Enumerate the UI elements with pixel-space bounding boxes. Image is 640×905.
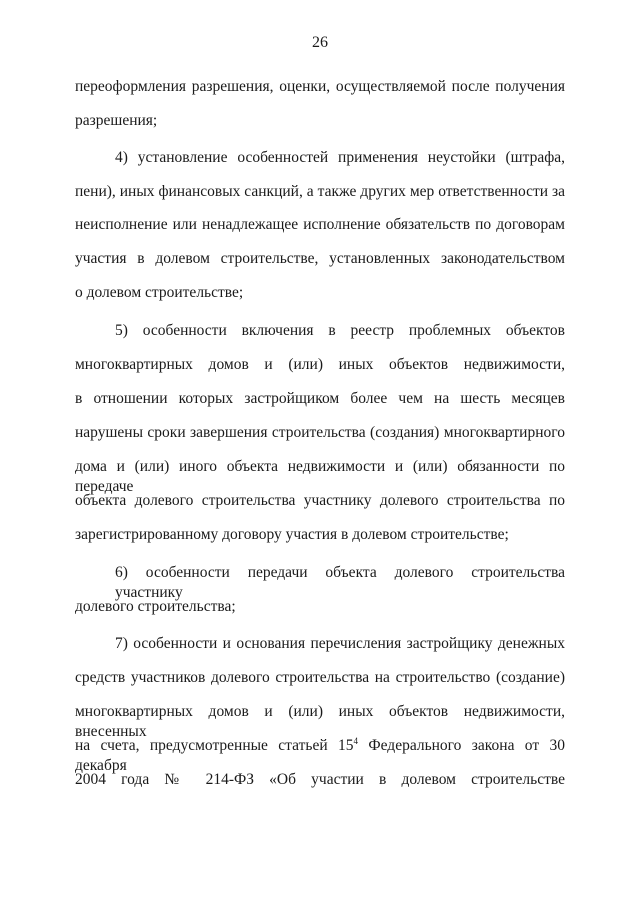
text-line: участия в долевом строительстве, установленных законодательством xyxy=(75,250,565,267)
text-line: дома и (или) иного объекта недвижимости и (или) обязанности по передаче xyxy=(75,458,565,495)
text-line: долевого строительства; xyxy=(75,598,236,615)
text-line: 4) установление особенностей применения неустойки (штрафа, xyxy=(115,149,565,166)
text-line: зарегистрированному договору участия в долевом строительстве; xyxy=(75,526,509,543)
text-line: объекта долевого строительства участнику долевого строительства по xyxy=(75,492,565,509)
page-number: 26 xyxy=(312,34,328,51)
text-line: пени), иных финансовых санкций, а также других мер ответственности за xyxy=(75,183,565,200)
text-line: 6) особенности передачи объекта долевого строительства участнику xyxy=(115,564,565,601)
text-line xyxy=(75,736,565,774)
text-line: средств участников долевого строительства на строительство (создание) xyxy=(75,669,565,686)
text-line: в отношении которых застройщиком более чем на шесть месяцев xyxy=(75,390,565,407)
text-line: 7) особенности и основания перечисления застройщику денежных xyxy=(115,635,565,652)
text-line: о долевом строительстве; xyxy=(75,284,244,301)
superscript: 4 xyxy=(353,736,359,746)
text-line: многоквартирных домов и (или) иных объектов недвижимости, xyxy=(75,356,565,373)
text-line: 2004 года № 214-ФЗ «Об участии в долевом строительстве xyxy=(75,771,565,788)
text-line: 5) особенности включения в реестр проблемных объектов xyxy=(115,322,565,339)
text-line: неисполнение или ненадлежащее исполнение обязательств по договорам xyxy=(75,216,565,233)
text-line: переоформления разрешения, оценки, осуществляемой после получения xyxy=(75,78,565,95)
text-fragment: Федерального закона от 30 декабря xyxy=(75,737,565,774)
text-fragment: на счета, предусмотренные статьей 15 xyxy=(75,737,354,754)
text-line: разрешения; xyxy=(75,112,158,129)
text-line: нарушены сроки завершения строительства (создания) многоквартирного xyxy=(75,424,565,441)
text-line: многоквартирных домов и (или) иных объектов недвижимости, внесенных xyxy=(75,703,565,740)
